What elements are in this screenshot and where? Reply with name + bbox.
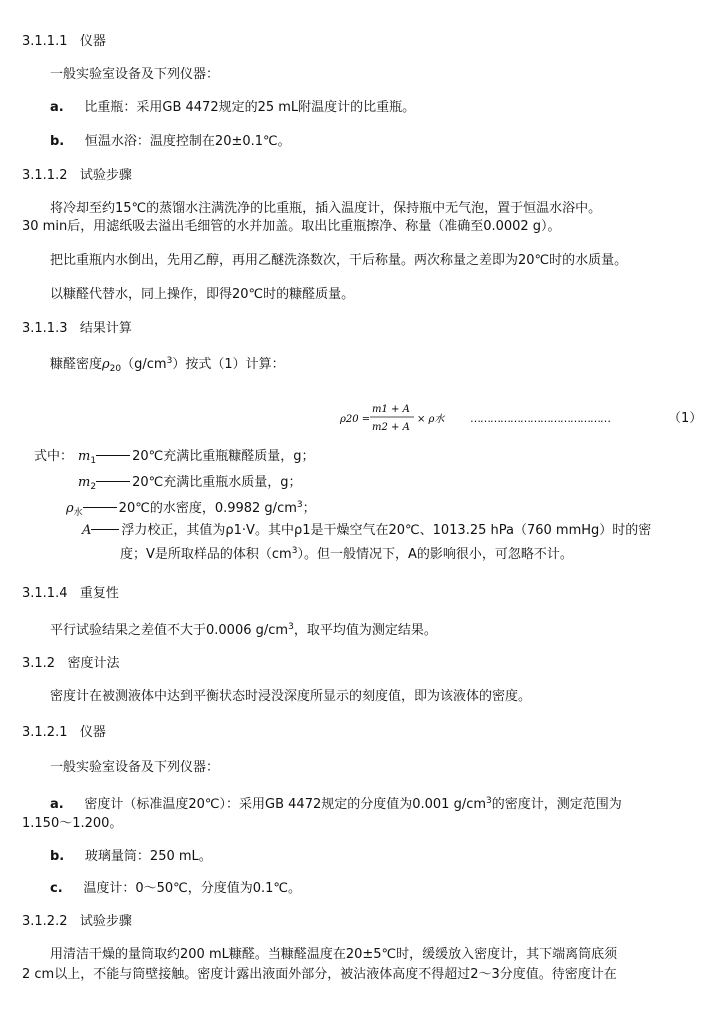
section-number: 3.1.1.1 bbox=[22, 34, 68, 49]
paragraph-step-3: 以糠醛代替水，同上操作，即得20℃时的糠醛质量。 bbox=[50, 287, 355, 302]
def-dash bbox=[91, 529, 119, 530]
paragraph-procedure-line2: 2 cm以上，不能与筒壁接触。密度计露出液面外部分，被沾液体高度不得超过2～3分度值。待密度计在 bbox=[22, 967, 617, 982]
section-heading-3-1-1-4 bbox=[22, 585, 119, 603]
paragraph-densimeter: 密度计在被测液体中达到平衡状态时浸没深度所显示的刻度值，即为该液体的密度。 bbox=[50, 689, 532, 704]
paragraph-intro: 一般实验室设备及下列仪器： bbox=[50, 67, 220, 82]
def-m1: $m_1$ 20℃充满比重瓶糠醛质量，g； bbox=[78, 449, 315, 466]
section-number: 3.1.1.4 bbox=[22, 586, 68, 601]
section-title: 重复性 bbox=[79, 586, 119, 601]
formula-lhs: ρ20 = bbox=[340, 414, 371, 425]
list-item-a-2-line2: 1.150～1.200。 bbox=[22, 816, 123, 831]
def-A-line2: 度；V是所取样品的体积$(cm^3)$。但一般情况下，A的影响很小，可忽略不计。 bbox=[120, 546, 573, 562]
formula-leader: …………………………………… bbox=[470, 412, 610, 425]
list-marker: a. bbox=[50, 797, 64, 812]
section-title: 密度计法 bbox=[67, 656, 120, 671]
section-heading-3-1-2-1 bbox=[22, 724, 106, 742]
list-item-a bbox=[50, 99, 415, 117]
paragraph-procedure-line1: 用清洁干燥的量筒取约200 mL糠醛。当糠醛温度在20±5℃时，缓缓放入密度计，其下端离筒底须 bbox=[50, 947, 618, 962]
paragraph-step-line1: 将冷却至约15℃的蒸馏水注满洗净的比重瓶，插入温度计，保持瓶中无气泡，置于恒温水浴中。 bbox=[50, 201, 602, 216]
section-heading-3-1-2 bbox=[22, 655, 120, 673]
section-title: 试验步骤 bbox=[79, 168, 132, 183]
def-rho: $\rho_水$ 20℃的水密度，0.9982 $g/cm^3$； bbox=[66, 500, 316, 518]
section-number: 3.1.2.1 bbox=[22, 725, 68, 740]
section-title: 结果计算 bbox=[79, 321, 132, 336]
list-marker: b. bbox=[50, 849, 65, 864]
list-item-text: 恒温水浴：温度控制在20±0.1℃。 bbox=[84, 134, 291, 149]
list-item-b bbox=[50, 133, 291, 151]
list-item-b-2: b. 玻璃量筒：250 mL。 bbox=[50, 849, 212, 864]
paragraph-step-line2: 30 min后，用滤纸吸去溢出毛细管的水并加盖。取出比重瓶擦净、称量（准确至0.0002 g）。 bbox=[22, 219, 561, 234]
list-item-a-2: a. 密度计（标准温度20℃）：采用GB 4472规定的分度值为0.001 $g/cm^3$的密度计，测定范围为 bbox=[50, 796, 622, 812]
section-number: 3.1.2.2 bbox=[22, 914, 68, 929]
def-dash bbox=[83, 507, 117, 508]
defs-lead: 式中： bbox=[34, 449, 74, 464]
list-item-c-2: c. 温度计：0～50℃，分度值为0.1℃。 bbox=[50, 881, 302, 896]
def-dash bbox=[96, 481, 130, 482]
section-number: 3.1.1.2 bbox=[22, 168, 68, 183]
paragraph-step-2: 把比重瓶内水倒出，先用乙醇，再用乙醚洗涤数次，干后称量。两次称量之差即为20℃时的水质量。 bbox=[50, 253, 628, 268]
formula-number: （1） bbox=[668, 411, 703, 426]
section-heading-3-1-1-1 bbox=[22, 33, 106, 51]
formula-denominator: m2 + A bbox=[372, 422, 410, 433]
section-heading-3-1-1-3 bbox=[22, 320, 132, 338]
section-title: 仪器 bbox=[79, 34, 106, 49]
section-title: 仪器 bbox=[79, 725, 106, 740]
list-marker: b. bbox=[50, 134, 65, 149]
section-title: 试验步骤 bbox=[79, 914, 132, 929]
formula-graphic bbox=[340, 398, 460, 438]
list-marker: c. bbox=[50, 881, 63, 896]
list-marker: a. bbox=[50, 100, 64, 115]
paragraph-repeatability: 平行试验结果之差值不大于0.0006 $g/cm^3$，取平均值为测定结果。 bbox=[50, 622, 437, 638]
formula-numerator: m1 + A bbox=[372, 404, 410, 415]
def-dash bbox=[96, 455, 130, 456]
def-m2: $m_2$ 20℃充满比重瓶水质量，g； bbox=[78, 475, 302, 492]
def-A: A 浮力校正，其值为ρ1·V。其中ρ1是干燥空气在20℃、1013.25 hPa（760 mmHg）时的密 bbox=[82, 523, 652, 538]
section-number: 3.1.1.3 bbox=[22, 321, 68, 336]
section-heading-3-1-2-2 bbox=[22, 913, 132, 931]
section-heading-3-1-1-2 bbox=[22, 167, 132, 185]
paragraph-intro-2: 一般实验室设备及下列仪器： bbox=[50, 760, 220, 775]
formula-1 bbox=[340, 398, 460, 438]
section-number: 3.1.2 bbox=[22, 656, 56, 671]
list-item-text: 比重瓶：采用GB 4472规定的25 mL附温度计的比重瓶。 bbox=[84, 100, 416, 115]
paragraph-calc: 糠醛密度$\rho_{20}(g/cm^3)$按式（1）计算： bbox=[50, 356, 285, 374]
formula-rhs: × ρ水 bbox=[417, 414, 445, 425]
